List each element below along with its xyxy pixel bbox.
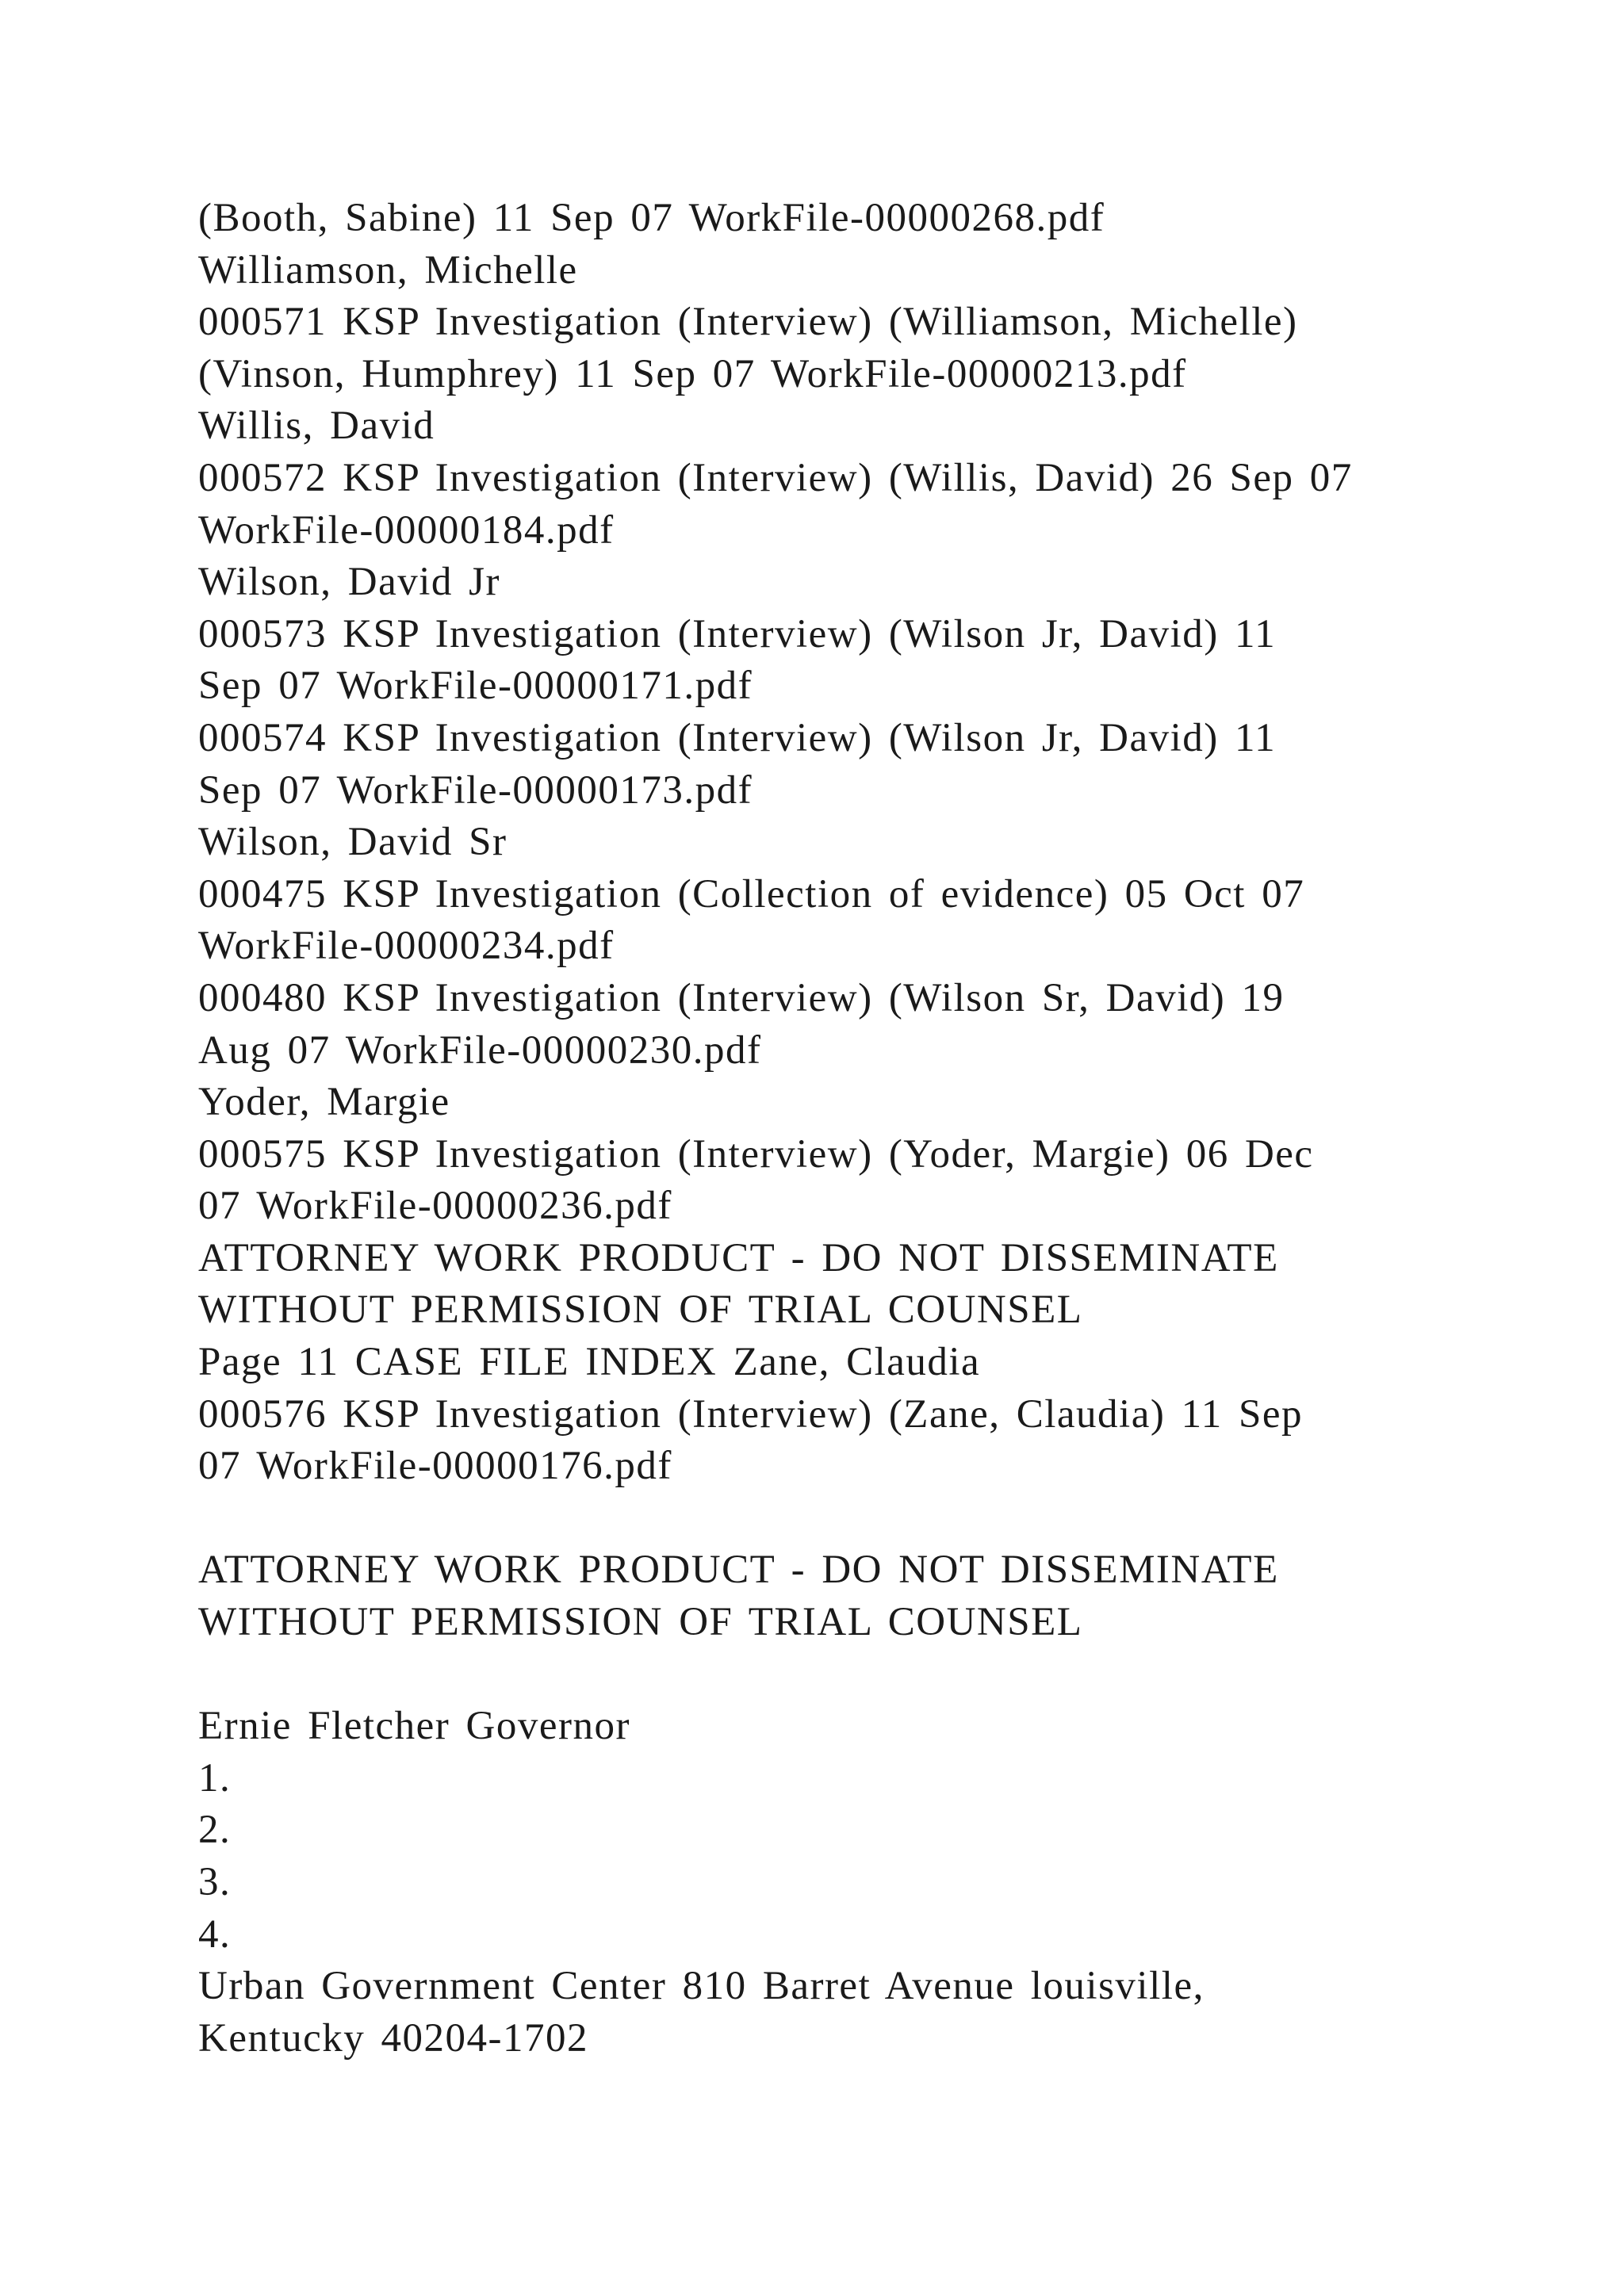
- text-line: WorkFile-00000234.pdf: [198, 924, 615, 969]
- text-line: Yoder, Margie: [198, 1080, 450, 1125]
- text-line: 2.: [198, 1808, 232, 1853]
- text-line: Kentucky 40204-1702: [198, 2015, 589, 2061]
- text-line: (Booth, Sabine) 11 Sep 07 WorkFile-00000268.pdf: [198, 196, 1105, 240]
- text-line: Ernie Fletcher Governor: [198, 1704, 630, 1749]
- text-line: Urban Government Center 810 Barret Avenue louisville,: [198, 1964, 1205, 2009]
- text-line: 000574 KSP Investigation (Interview) (Wilson Jr, David) 11: [198, 715, 1277, 760]
- text-line: Wilson, David Jr: [198, 560, 500, 605]
- text-line: WITHOUT PERMISSION OF TRIAL COUNSEL: [198, 1600, 1083, 1645]
- document-text: [198, 193, 1546, 2064]
- text-line: Aug 07 WorkFile-00000230.pdf: [198, 1027, 762, 1073]
- blank-line: [198, 1493, 1546, 1545]
- text-line: Williamson, Michelle: [198, 247, 578, 293]
- text-line: 000571 KSP Investigation (Interview) (Williamson, Michelle): [198, 300, 1298, 345]
- text-line: 07 WorkFile-00000176.pdf: [198, 1444, 672, 1489]
- text-line: Wilson, David Sr: [198, 820, 508, 865]
- text-line: Page 11 CASE FILE INDEX Zane, Claudia: [198, 1340, 981, 1385]
- text-line: 1.: [198, 1755, 232, 1800]
- text-line: 000480 KSP Investigation (Interview) (Wilson Sr, David) 19: [198, 975, 1285, 1020]
- text-line: 000576 KSP Investigation (Interview) (Zane, Claudia) 11 Sep: [198, 1391, 1303, 1437]
- text-line: 000575 KSP Investigation (Interview) (Yoder, Margie) 06 Dec: [198, 1131, 1314, 1177]
- text-line: Sep 07 WorkFile-00000173.pdf: [198, 767, 753, 813]
- text-line: ATTORNEY WORK PRODUCT - DO NOT DISSEMINATE: [198, 1548, 1279, 1593]
- text-line: 000572 KSP Investigation (Interview) (Willis, David) 26 Sep 07: [198, 455, 1353, 500]
- text-line: 000475 KSP Investigation (Collection of evidence) 05 Oct 07: [198, 871, 1305, 916]
- text-line: 07 WorkFile-00000236.pdf: [198, 1184, 672, 1229]
- text-line: WITHOUT PERMISSION OF TRIAL COUNSEL: [198, 1288, 1083, 1333]
- text-line: 000573 KSP Investigation (Interview) (Wilson Jr, David) 11: [198, 611, 1277, 656]
- text-line: ATTORNEY WORK PRODUCT - DO NOT DISSEMINATE: [198, 1235, 1279, 1280]
- text-line: Willis, David: [198, 404, 435, 449]
- text-line: WorkFile-00000184.pdf: [198, 507, 615, 553]
- text-line: 3.: [198, 1860, 232, 1904]
- text-line: Sep 07 WorkFile-00000171.pdf: [198, 664, 753, 709]
- blank-line: [198, 1649, 1546, 1701]
- text-line: 4.: [198, 1911, 232, 1957]
- text-line: (Vinson, Humphrey) 11 Sep 07 WorkFile-00000213.pdf: [198, 351, 1187, 396]
